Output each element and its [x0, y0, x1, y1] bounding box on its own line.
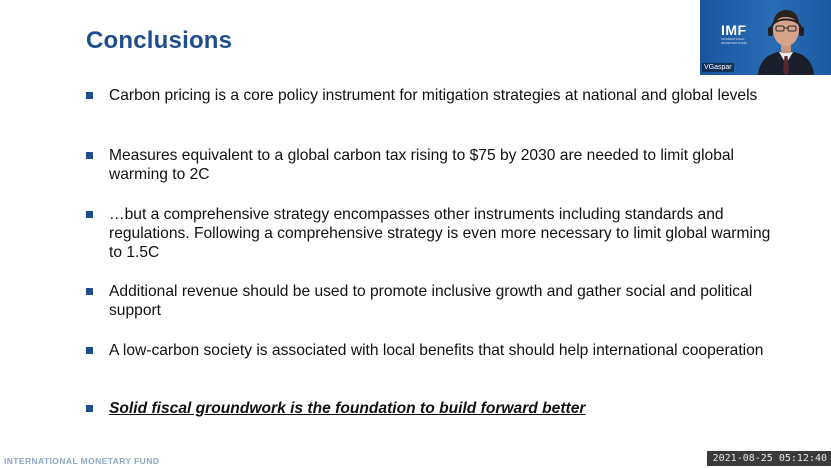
bullet-item: [86, 282, 786, 320]
imf-logo-subtext: INTERNATIONAL MONETARY FUND: [721, 37, 747, 45]
square-bullet-icon: [86, 288, 93, 295]
square-bullet-icon: [86, 405, 93, 412]
bullet-item: [86, 86, 786, 105]
recording-timestamp: 2021-08-25 05:12:40: [707, 451, 831, 466]
participant-video-tile[interactable]: [700, 0, 831, 75]
bullet-item: [86, 146, 786, 184]
participant-avatar: [756, 6, 816, 75]
square-bullet-icon: [86, 347, 93, 354]
slide-title: Conclusions: [86, 27, 233, 54]
participant-name-label: VGaspar: [704, 64, 732, 71]
square-bullet-icon: [86, 92, 93, 99]
square-bullet-icon: [86, 211, 93, 218]
bullet-item: [86, 341, 786, 360]
bullet-text: Carbon pricing is a core policy instrument for mitigation strategies at national and global levels: [109, 87, 758, 104]
bullet-text: …but a comprehensive strategy encompasses other instruments including standards and regulations. Following a comprehensive strategy is even more necessary to limit global warming to 1.5C: [109, 206, 771, 261]
bullet-text: Additional revenue should be used to promote inclusive growth and gather social and political support: [109, 283, 753, 319]
slide-footer: INTERNATIONAL MONETARY FUND: [4, 456, 160, 466]
bullet-text: Measures equivalent to a global carbon tax rising to $75 by 2030 are needed to limit global warming to 2C: [109, 147, 735, 183]
bullet-text: Solid fiscal groundwork is the foundation to build forward better: [109, 400, 586, 417]
bullet-item-emphasis: [86, 399, 786, 418]
bullet-text: A low-carbon society is associated with local benefits that should help international cooperation: [109, 342, 764, 359]
square-bullet-icon: [86, 152, 93, 159]
bullet-item: [86, 205, 786, 262]
imf-logo: IMF: [721, 22, 747, 38]
